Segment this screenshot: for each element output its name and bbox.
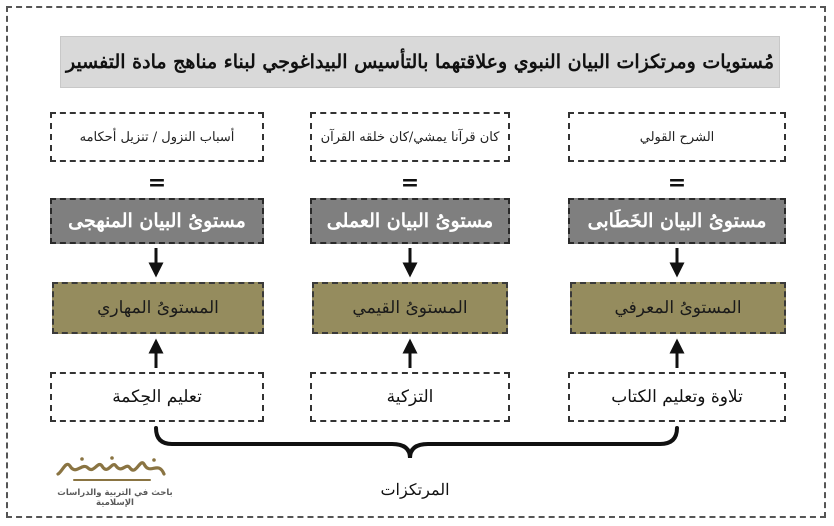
equals-sign: = [667,170,687,196]
sub-level-box-values: المستوىُ القيمي [312,282,508,334]
level-box-methodological: مستوىُ البيان المنهجى [50,198,264,244]
pillar-box-purification: التزكية [310,372,510,422]
author-signature-logo [54,454,170,484]
author-tagline: باحث في التربية والدراسات الإسلامية [57,488,173,508]
pillars-caption: المرتكزات [380,480,450,499]
pillar-box-recitation: تلاوة وتعليم الكتاب [568,372,786,422]
sub-level-box-skills: المستوىُ المهاري [52,282,264,334]
level-box-practical: مستوىُ البيان العملى [310,198,510,244]
curly-brace [156,428,677,458]
equals-sign: = [400,170,420,196]
top-box-revelation-reasons: أسباب النزول / تنزيل أحكامه [50,112,264,162]
pillar-box-wisdom: تعليم الحِكمة [50,372,264,422]
diagram-title: مُستويات ومرتكزات البيان النبوي وعلاقتهما بالتأسيس البيداغوجي لبناء مناهج مادة التفسير [60,36,780,88]
equals-sign: = [147,170,167,196]
top-box-verbal-explanation: الشرح القولي [568,112,786,162]
sub-level-box-cognitive: المستوىُ المعرفي [570,282,786,334]
top-box-walking-quran: كان قرآنا يمشي/كان خلقه القرآن [310,112,510,162]
level-box-discursive: مستوىُ البيان الخَطَابى [568,198,786,244]
